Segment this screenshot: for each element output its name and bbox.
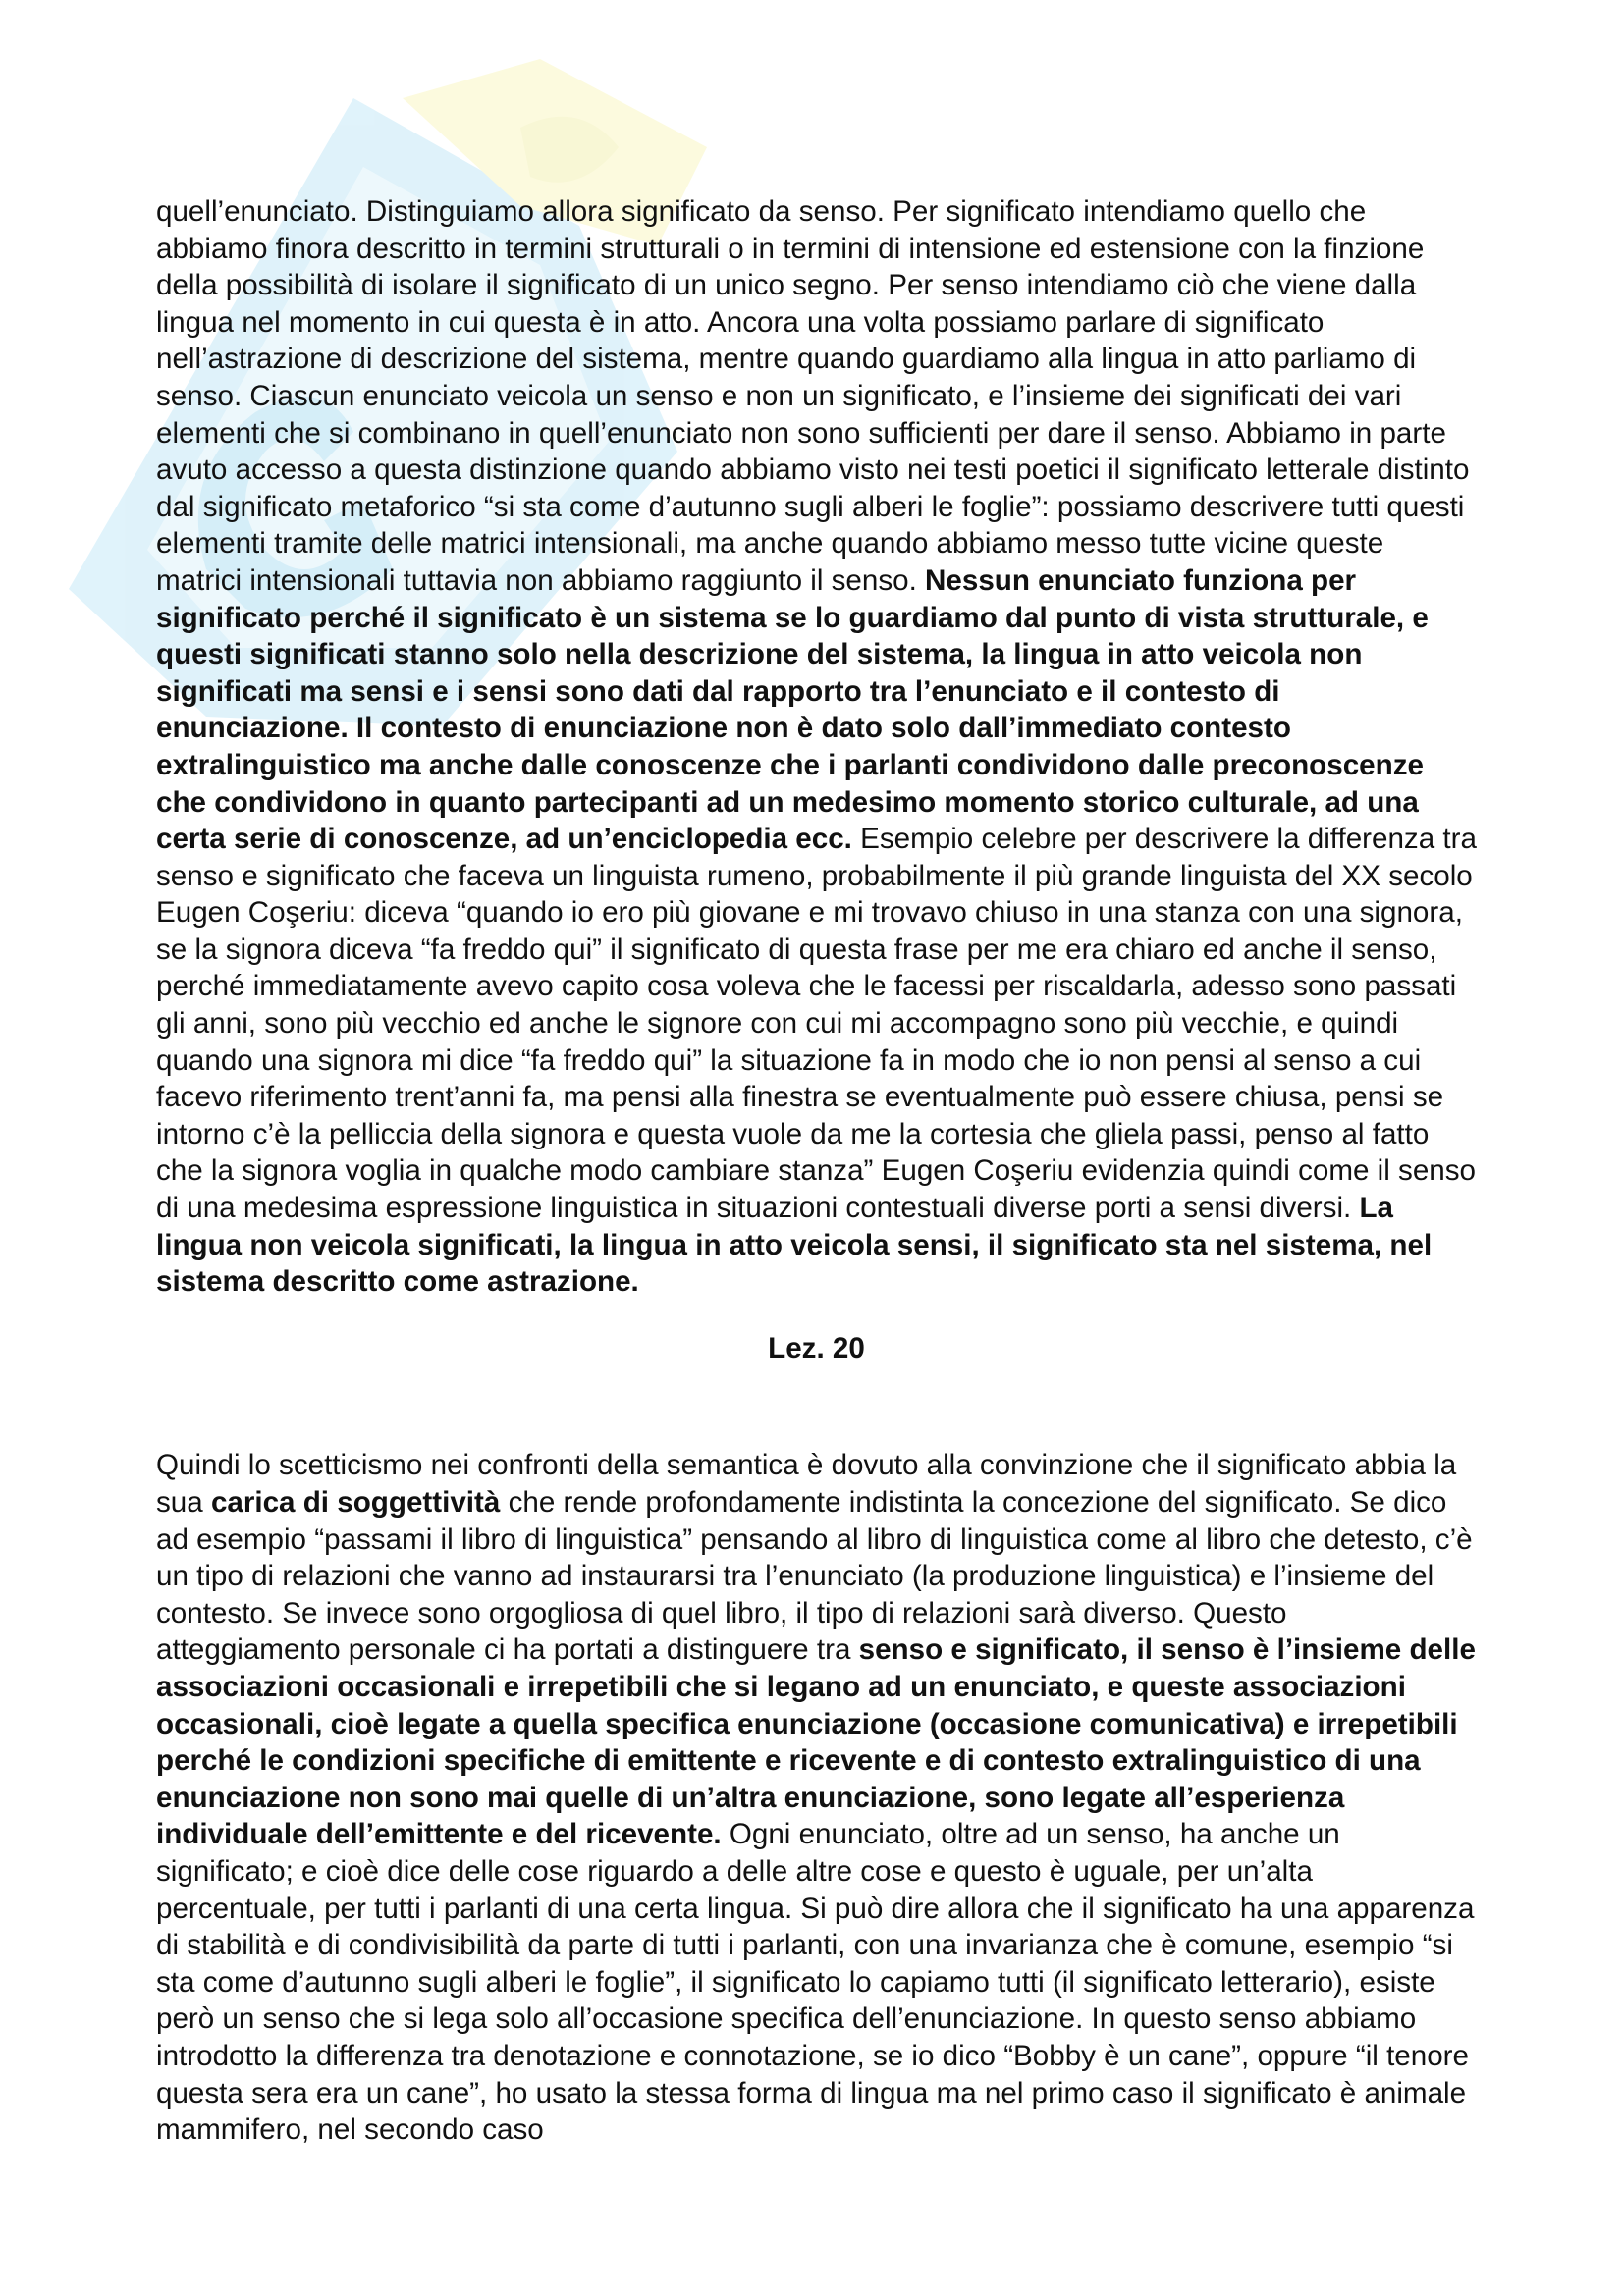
paragraph-2-bold-1: carica di soggettività xyxy=(210,1486,501,1519)
lecture-heading: Lez. 20 xyxy=(768,1331,865,1364)
paragraph-1 xyxy=(156,193,1477,1301)
paragraph-1-bold-1: Nessun enunciato funziona per significato perché il significato è un sistema se lo guardiamo dal punto di vista strutturale, e questi significati stanno solo nella descrizione del sistema, la lingua in atto veicola non significati ma sensi e i sensi sono dati dal rapporto tra l’enunciato e il contesto di enunciazione. Il contesto di enunciazione non è dato solo dall’immediato contesto extralinguistico ma anche dalle conoscenze che i parlanti condividono dalle preconoscenze che condividono in quanto partecipanti ad un medesimo momento storico culturale, ad una certa serie di conoscenze, ad un’enciclopedia ecc. xyxy=(156,563,1429,856)
paragraph-2-text-3: Ogni enunciato, oltre ad un senso, ha anche un significato; e cioè dice delle cose riguardo a delle altre cose e questo è uguale, per un’alta percentuale, per tutti i parlanti di una certa lingua. Si può dire allora che il significato ha una apparenza di stabilità e di condivisibilità da parte di tutti i parlanti, con una invarianza che è comune, esempio “si sta come d’autunno sugli alberi le foglie”, il significato lo capiamo tutti (il significato letterario), esiste però un senso che si lega solo all’occasione specifica dell’enunciazione. In questo senso abbiamo introdotto la differenza tra denotazione e connotazione, se io dico “Bobby è un cane”, oppure “il tenore questa sera era un cane”, ho usato la stessa forma di lingua ma nel primo caso il significato è animale mammifero, nel secondo caso xyxy=(156,1818,1475,2147)
paragraph-2-bold-2: senso e significato, il senso è l’insieme delle associazioni occasionali e irrepetibili che si legano ad un enunciato, e queste associazioni occasionali, cioè legate a quella specifica enunciazione (occasione comunicativa) e irrepetibili perché le condizioni specifiche di emittente e ricevente e di contesto extralinguistico di una enunciazione non sono mai quelle di un’altra enunciazione, sono legate all’esperienza individuale dell’emittente e del ricevente. xyxy=(156,1633,1476,1851)
paragraph-1-text-1: quell’enunciato. Distinguiamo allora significato da senso. Per significato intendiamo quello che abbiamo finora descritto in termini strutturali o in termini di intensione ed estensione con la finzione della possibilità di isolare il significato di un unico segno. Per senso intendiamo ciò che viene dalla lingua nel momento in cui questa è in atto. Ancora una volta possiamo parlare di significato nell’astrazione di descrizione del sistema, mentre quando guardiamo alla lingua in atto parliamo di senso. Ciascun enunciato veicola un senso e non un significato, e l’insieme dei significati dei vari elementi che si combinano in quell’enunciato non sono sufficienti per dare il senso. Abbiamo in parte avuto accesso a questa distinzione quando abbiamo visto nei testi poetici il significato letterale distinto dal significato metaforico “si sta come d’autunno sugli alberi le foglie”: possiamo descrivere tutti questi elementi tramite delle matrici intensionali, ma anche quando abbiamo messo tutte vicine queste matrici intensionali tuttavia non abbiamo raggiunto il senso. xyxy=(156,195,1470,597)
document-body xyxy=(156,193,1477,2149)
paragraph-1-text-2: Esempio celebre per descrivere la differenza tra senso e significato che faceva un linguista rumeno, probabilmente il più grande linguista del XX secolo Eugen Coşeriu: diceva “quando io ero più giovane e mi trovavo chiuso in una stanza con una signora, se la signora diceva “fa freddo qui” il significato di questa frase per me era chiaro ed anche il senso, perché immediatamente avevo capito cosa voleva che le facessi per riscaldarla, adesso sono passati gli anni, sono più vecchio ed anche le signore con cui mi accompagno sono più vecchie, e quindi quando una signora mi dice “fa freddo qui” la situazione fa in modo che io non pensi al senso a cui facevo riferimento trent’anni fa, ma pensi alla finestra se eventualmente può essere chiusa, pensi se intorno c’è la pelliccia della signora e questa vuole da me la cortesia che gliela passi, penso al fatto che la signora voglia in qualche modo cambiare stanza” Eugen Coşeriu evidenzia quindi come il senso di una medesima espressione linguistica in situazioni contestuali diverse porti a sensi diversi. xyxy=(156,823,1477,1225)
section-spacer xyxy=(156,1366,1477,1447)
paragraph-2-text-2: che rende profondamente indistinta la concezione del significato. Se dico ad esempio “passami il libro di linguistica” pensando al libro di linguistica come al libro che detesto, c’è un tipo di relazioni che vanno ad instaurarsi tra l’enunciato (la produzione linguistica) e l’insieme del contesto. Se invece sono orgogliosa di quel libro, il tipo di relazioni sarà diverso. Questo atteggiamento personale ci ha portati a distinguere tra xyxy=(156,1486,1473,1667)
paragraph-2 xyxy=(156,1447,1477,2148)
paragraph-2-text-1: Quindi lo scetticismo nei confronti della semantica è dovuto alla convinzione che il significato abbia la sua xyxy=(156,1449,1457,1519)
paragraph-1-bold-2: La lingua non veicola significati, la lingua in atto veicola sensi, il significato sta nel sistema, nel sistema descritto come astrazione. xyxy=(156,1192,1433,1299)
